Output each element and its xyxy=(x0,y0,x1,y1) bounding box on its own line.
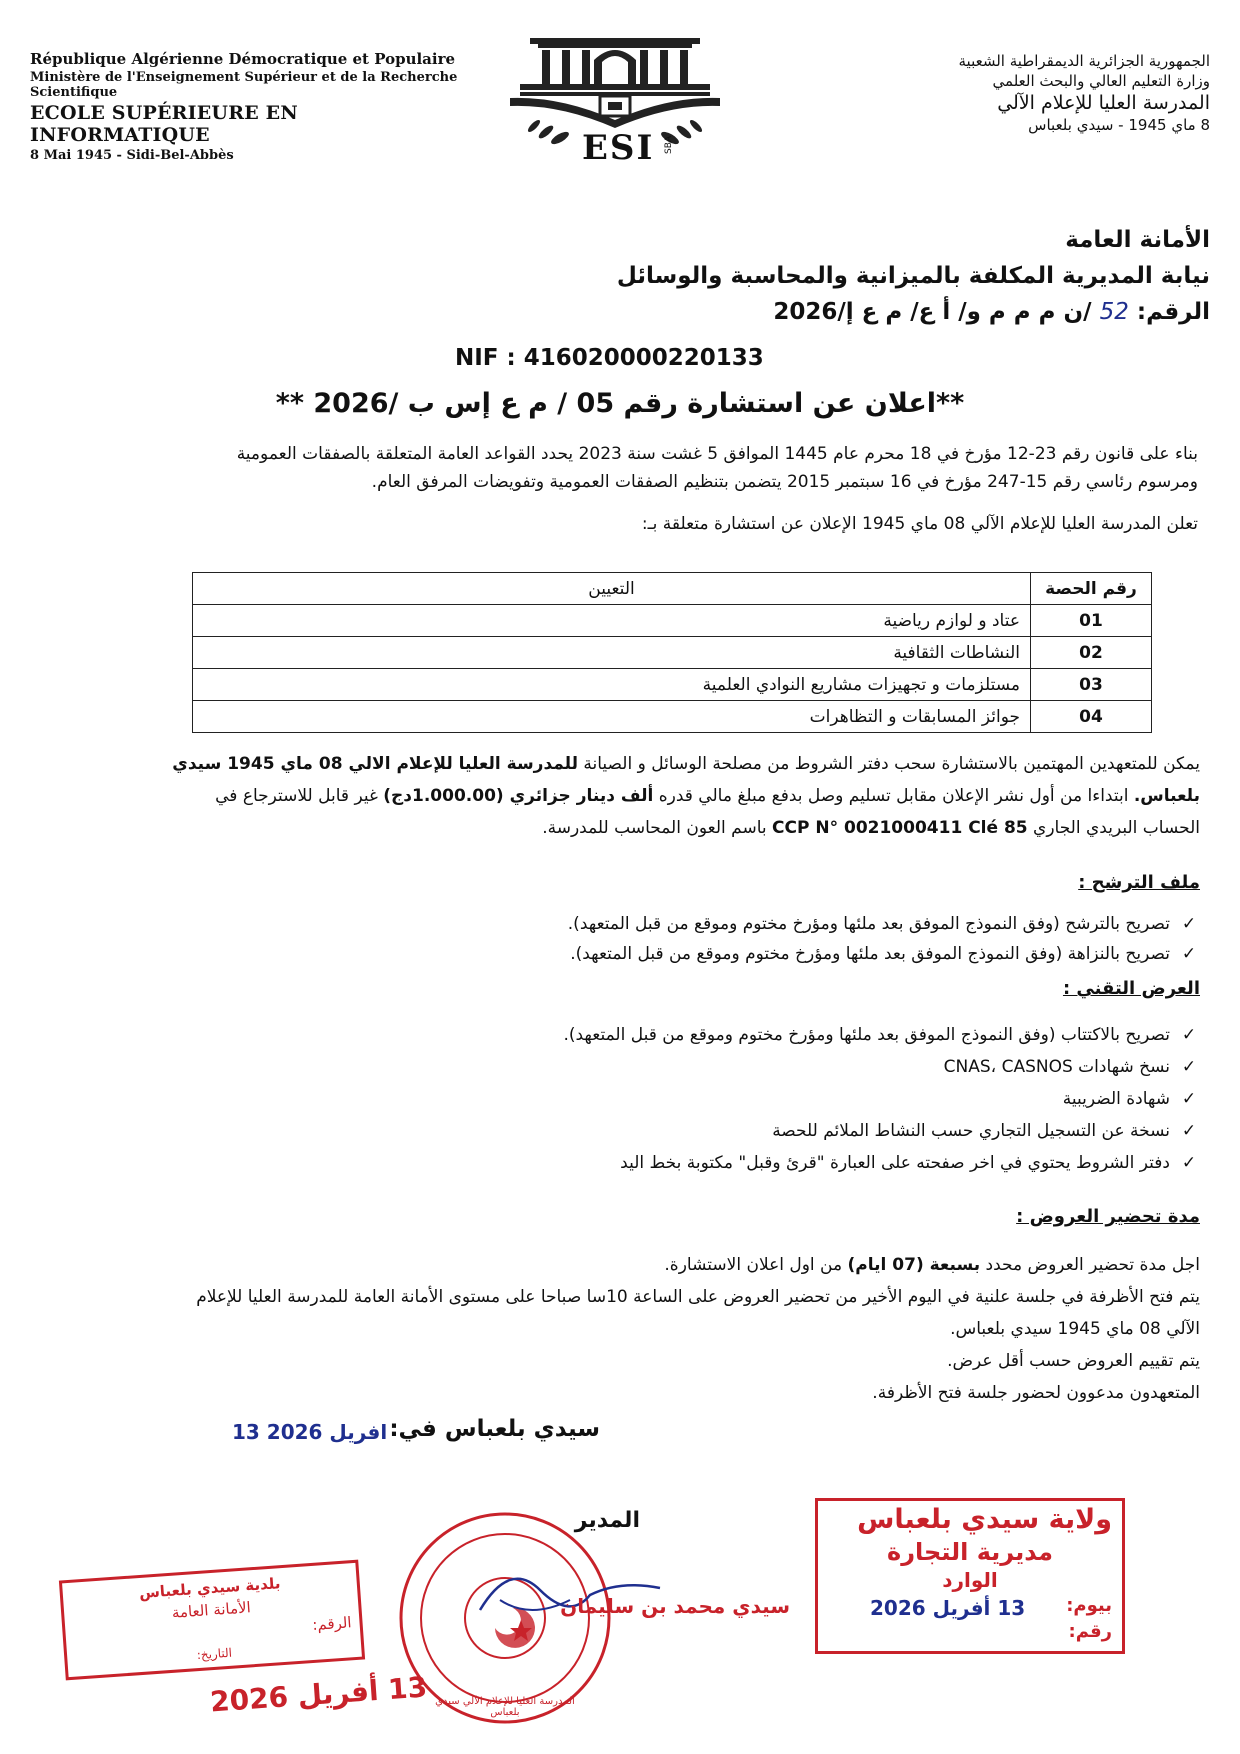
intro-announce: تعلن المدرسة العليا للإعلام الآلي 08 ماي 1945 الإعلان عن استشارة متعلقة بـ: xyxy=(641,514,1198,534)
duration-line: الآلي 08 ماي 1945 سيدي بلعباس. xyxy=(950,1319,1200,1339)
list-item xyxy=(100,1115,1200,1147)
withdrawal-text: يمكن للمتعهدين المهتمين بالاستشارة سحب دفتر الشروط من مصلحة الوسائل و الصيانة xyxy=(577,754,1200,774)
esi-logo xyxy=(490,28,740,168)
ccp-account: CCP N° 0021000411 Clé 85 xyxy=(772,818,1028,838)
withdrawal-line1 xyxy=(35,748,1200,780)
lot-number: 04 xyxy=(1031,701,1152,733)
list-item-text: شهادة الضريبية xyxy=(1062,1089,1170,1109)
withdrawal-line2 xyxy=(35,780,1200,812)
municipality-stamp-date: 13 أفريل 2026 xyxy=(209,1670,429,1719)
stamp-secretariat: الأمانة العامة xyxy=(171,1598,252,1622)
withdrawal-text: غير قابل للاسترجاع في xyxy=(215,786,384,806)
office-reference xyxy=(310,294,1210,330)
office-secretariat: الأمانة العامة xyxy=(1065,227,1210,253)
withdrawal-block xyxy=(35,748,1200,844)
checkmark-icon: ✓ xyxy=(1181,914,1197,934)
list-item xyxy=(100,1051,1200,1083)
lot-number: 03 xyxy=(1031,669,1152,701)
technical-title: العرض التقني : xyxy=(1062,978,1200,999)
stamp-day-label: بيوم: xyxy=(1066,1595,1112,1616)
stamp-date-label: التاريخ: xyxy=(196,1645,233,1663)
list-item xyxy=(100,909,1200,939)
list-item xyxy=(100,1019,1200,1051)
list-item xyxy=(100,1083,1200,1115)
logo-sba-text: SBA xyxy=(664,135,675,155)
duration-line: يتم فتح الأظرفة في جلسة علنية في اليوم الأخير من تحضير العروض على الساعة 10سا صباحا على مستوى الأمانة العامة للمدرسة العليا للإعلام xyxy=(196,1287,1200,1307)
list-item-text: تصريح بالترشح (وفق النموذج الموفق بعد ملئها ومؤرخ مختوم وموقع من قبل المتعهد). xyxy=(567,914,1170,934)
header-fr xyxy=(30,50,470,163)
lot-designation: جوائز المسابقات و التظاهرات xyxy=(193,701,1031,733)
header-ar-school: المدرسة العليا للإعلام الآلي xyxy=(997,92,1210,114)
duration-line: المتعهدون مدعوون لحضور جلسة فتح الأظرفة. xyxy=(872,1383,1200,1403)
lot-number: 02 xyxy=(1031,637,1152,669)
municipality-stamp xyxy=(59,1560,365,1681)
list-item-text: دفتر الشروط يحتوي في اخر صفحته على العبارة "قرئ وقبل" مكتوبة بخط اليد xyxy=(620,1153,1170,1173)
table-row xyxy=(193,701,1152,733)
list-item xyxy=(100,1147,1200,1179)
page-title: **اعلان عن استشارة رقم 05 / م ع إس ب /2026 ** xyxy=(275,388,965,419)
candidature-section xyxy=(100,872,1200,969)
commerce-stamp xyxy=(815,1498,1125,1654)
intro-decree: ومرسوم رئاسي رقم 15-247 مؤرخ في 16 سبتمبر 2015 يتضمن بتنظيم الصفقات العمومية وتفويضات المرفق العام. xyxy=(371,472,1198,492)
header-lot-number: رقم الحصة xyxy=(1031,573,1152,605)
ref-handwritten: 52 xyxy=(1099,299,1129,325)
withdrawal-amount: ألف دينار جزائري (1.000.00دج) xyxy=(383,786,654,806)
lot-designation: عتاد و لوازم رياضية xyxy=(193,605,1031,637)
list-item-text: تصريح بالنزاهة (وفق النموذج الموفق بعد ملئها ومؤرخ مختوم وموقع من قبل المتعهد). xyxy=(570,944,1170,964)
checkmark-icon: ✓ xyxy=(1181,1153,1197,1173)
duration-section xyxy=(30,1206,1200,1409)
lot-number: 01 xyxy=(1031,605,1152,637)
lots-table-wrap xyxy=(192,572,1152,733)
header-fr-school: ECOLE SUPÉRIEURE EN INFORMATIQUE xyxy=(30,102,298,146)
candidature-title: ملف الترشح : xyxy=(1078,872,1200,893)
withdrawal-text: باسم العون المحاسب للمدرسة. xyxy=(542,818,773,838)
stamp-municipality-name: بلدية سيدي بلعباس xyxy=(138,1574,282,1602)
table-row xyxy=(193,605,1152,637)
duration-text-part: من اول اعلان الاستشارة. xyxy=(664,1255,848,1275)
header-ar-city: 8 ماي 1945 - سيدي بلعباس xyxy=(1028,116,1210,134)
checkmark-icon: ✓ xyxy=(1181,944,1197,964)
duration-line xyxy=(30,1249,1200,1281)
round-seal-text: المدرسة العليا للإعلام الآلي سيدي بلعباس xyxy=(435,1696,575,1718)
checkmark-icon: ✓ xyxy=(1181,1025,1197,1045)
stamp-directorate: مديرية التجارة xyxy=(887,1538,1053,1566)
signature-date-stamp: 13 افريل 2026 xyxy=(232,1420,388,1444)
header-ar xyxy=(780,52,1210,134)
intro-law: بناء على قانون رقم 23-12 مؤرخ في 18 محرم عام 1445 الموافق 5 غشت سنة 2023 يحدد القواعد العامة المتعلقة بالصفقات العمومية xyxy=(236,444,1198,464)
ref-label: الرقم: xyxy=(1136,299,1210,325)
logo-esi-text: ESI xyxy=(582,128,655,168)
director-signature xyxy=(470,1540,670,1640)
checkmark-icon: ✓ xyxy=(1181,1121,1197,1141)
technical-list xyxy=(100,1019,1200,1179)
stamp-wilaya: ولاية سيدي بلعباس xyxy=(857,1504,1112,1535)
header-fr-ministry: Ministère de l'Enseignement Supérieur et de la Recherche Scientifique xyxy=(30,70,458,100)
technical-section xyxy=(100,978,1200,1179)
checkmark-icon: ✓ xyxy=(1181,1057,1197,1077)
commerce-stamp-date: 13 أفريل 2026 xyxy=(870,1596,1026,1620)
lot-designation: النشاطات الثقافية xyxy=(193,637,1031,669)
duration-line: يتم تقييم العروض حسب أقل عرض. xyxy=(947,1351,1200,1371)
header-ar-ministry: وزارة التعليم العالي والبحث العلمي xyxy=(992,72,1210,90)
withdrawal-text: الحساب البريدي الجاري xyxy=(1027,818,1200,838)
header-ar-republic: الجمهورية الجزائرية الديمقراطية الشعبية xyxy=(958,52,1210,70)
stamp-incoming: الوارد xyxy=(942,1568,998,1592)
lots-table xyxy=(192,572,1152,733)
withdrawal-line3 xyxy=(35,812,1200,844)
director-name-stamp: سيدي محمد بن سليمان xyxy=(560,1594,790,1618)
signature-place: سيدي بلعباس في: xyxy=(389,1416,600,1442)
stamp-number-label: رقم: xyxy=(1068,1621,1112,1642)
office-block xyxy=(310,222,1210,330)
header-designation: التعيين xyxy=(193,573,1031,605)
stamp-number-label: الرقم: xyxy=(311,1613,353,1634)
withdrawal-school: للمدرسة العليا للإعلام الالي 08 ماي 1945 سيدي xyxy=(172,754,578,774)
list-item-text: نسخ شهادات CNAS، CASNOS xyxy=(943,1057,1170,1077)
list-item-text: نسخة عن التسجيل التجاري حسب النشاط الملائم للحصة xyxy=(772,1121,1170,1141)
duration-title: مدة تحضير العروض : xyxy=(1016,1206,1200,1227)
header-fr-republic: République Algérienne Démocratique et Populaire xyxy=(30,50,456,68)
withdrawal-text: ابتداءا من أول نشر الإعلان مقابل تسليم وصل بدفع مبلغ مالي قدره xyxy=(653,786,1134,806)
candidature-list xyxy=(100,909,1200,969)
duration-text-part: اجل مدة تحضير العروض محدد xyxy=(980,1255,1200,1275)
withdrawal-city: بلعباس. xyxy=(1133,786,1200,806)
intro-block xyxy=(38,440,1198,538)
duration-days: بسبعة (07 ايام) xyxy=(847,1255,981,1275)
checkmark-icon: ✓ xyxy=(1181,1089,1197,1109)
header-fr-city: 8 Mai 1945 - Sidi-Bel-Abbès xyxy=(30,148,234,163)
director-label: المدير xyxy=(574,1508,640,1533)
duration-text xyxy=(30,1249,1200,1409)
lot-designation: مستلزمات و تجهيزات مشاريع النوادي العلمية xyxy=(193,669,1031,701)
office-subdirectorate: نيابة المديرية المكلفة بالميزانية والمحاسبة والوسائل xyxy=(616,263,1210,289)
list-item-text: تصريح بالاكتتاب (وفق النموذج الموفق بعد ملئها ومؤرخ مختوم وموقع من قبل المتعهد). xyxy=(563,1025,1170,1045)
table-row xyxy=(193,637,1152,669)
list-item xyxy=(100,939,1200,969)
ref-rest: /ن م م م و/ أ ع/ م ع إ/2026 xyxy=(773,299,1092,325)
table-header-row xyxy=(193,573,1152,605)
table-row xyxy=(193,669,1152,701)
signature-graphic xyxy=(470,1540,670,1640)
nif-number: NIF : 416020000220133 xyxy=(455,345,764,371)
